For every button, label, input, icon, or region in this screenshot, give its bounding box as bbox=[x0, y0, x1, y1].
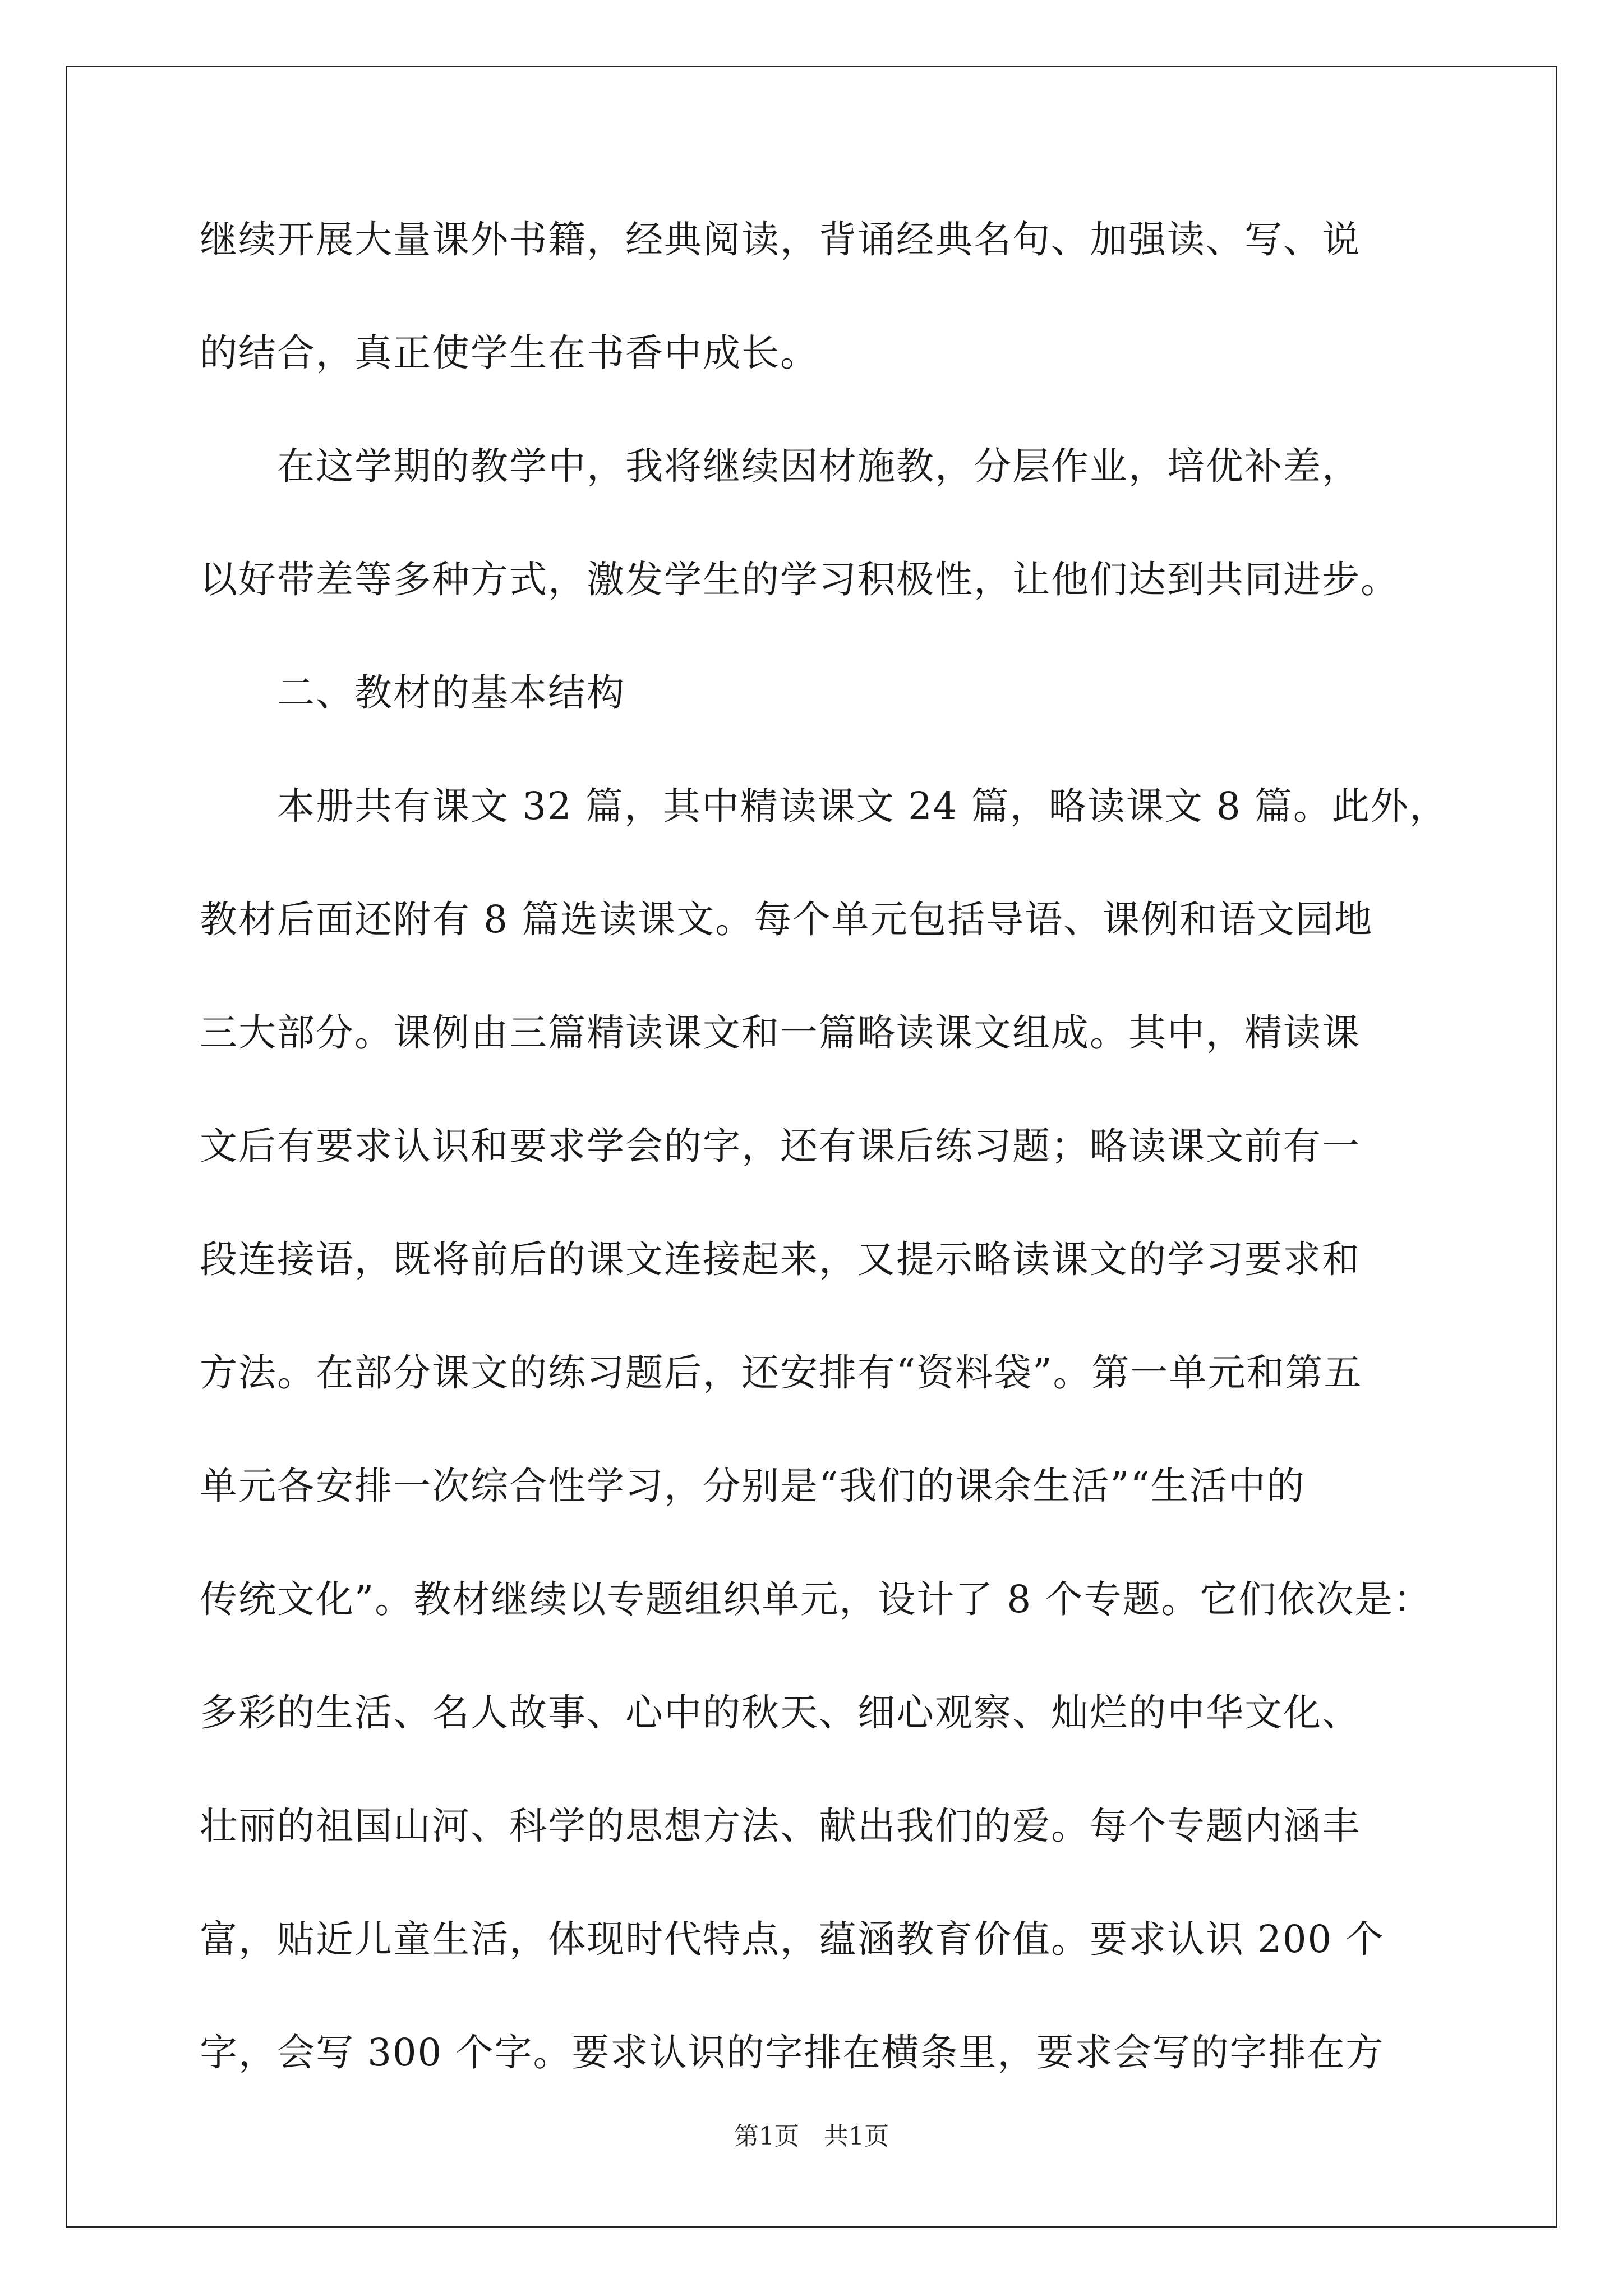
document-body bbox=[200, 218, 1448, 2145]
text-line-11: 方法。在部分课文的练习题后，还安排有“资料袋”。第一单元和第五 bbox=[200, 1351, 1363, 1395]
text-line-12: 单元各安排一次综合性学习，分别是“我们的课余生活”“生活中的 bbox=[200, 1464, 1306, 1508]
text-line-7: 教材后面还附有 8 篇选读课文。每个单元包括导语、课例和语文园地 bbox=[200, 898, 1373, 941]
text-line-6: 本册共有课文 32 篇，其中精读课文 24 篇，略读课文 8 篇。此外， bbox=[200, 784, 1448, 828]
text-line-13: 传统文化”。教材继续以专题组织单元，设计了 8 个专题。它们依次是： bbox=[200, 1577, 1432, 1621]
text-line-1: 继续开展大量课外书籍，经典阅读，背诵经典名句、加强读、写、说 bbox=[200, 218, 1361, 261]
text-line-2: 的结合，真正使学生在书香中成长。 bbox=[200, 331, 819, 375]
text-line-8: 三大部分。课例由三篇精读课文和一篇略读课文组成。其中，精读课 bbox=[200, 1011, 1361, 1055]
text-line-4: 以好带差等多种方式，激发学生的学习积极性，让他们达到共同进步。 bbox=[200, 558, 1399, 601]
text-line-15: 壮丽的祖国山河、科学的思想方法、献出我们的爱。每个专题内涵丰 bbox=[200, 1804, 1361, 1848]
text-line-16: 富，贴近儿童生活，体现时代特点，蕴涵教育价值。要求认识 200 个 bbox=[200, 1917, 1385, 1961]
page-number: 第1页 共1页 bbox=[734, 2122, 889, 2151]
text-line-17: 字，会写 300 个字。要求认识的字排在横条里，要求会写的字排在方 bbox=[200, 2031, 1385, 2074]
section-heading: 二、教材的基本结构 bbox=[200, 671, 625, 715]
text-line-14: 多彩的生活、名人故事、心中的秋天、细心观察、灿烂的中华文化、 bbox=[200, 1691, 1361, 1734]
page-footer bbox=[0, 2123, 1623, 2151]
text-line-3: 在这学期的教学中，我将继续因材施教，分层作业，培优补差， bbox=[200, 444, 1361, 488]
text-line-9: 文后有要求认识和要求学会的字，还有课后练习题；略读课文前有一 bbox=[200, 1124, 1361, 1168]
text-line-10: 段连接语，既将前后的课文连接起来，又提示略读课文的学习要求和 bbox=[200, 1237, 1361, 1281]
